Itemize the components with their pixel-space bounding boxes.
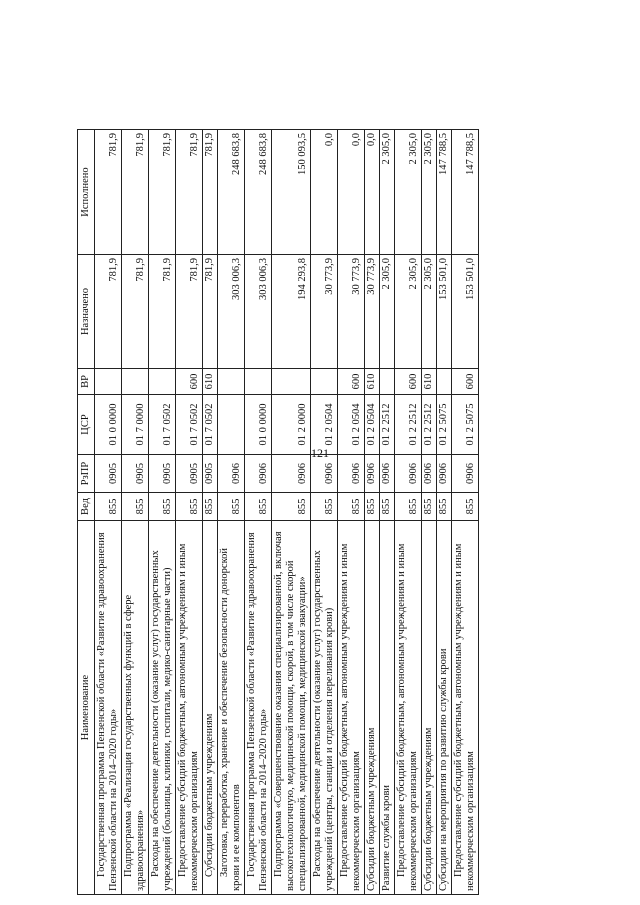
cell-vr — [95, 369, 122, 395]
cell-rzpr: 0906 — [218, 455, 245, 493]
cell-vr: 600 — [395, 369, 422, 395]
cell-name: Подпрограмма «Реализация государственных функций в сфере здравоохранения» — [122, 521, 149, 895]
table-row — [149, 130, 176, 895]
cell-csr: 01 2 0504 — [338, 395, 365, 455]
cell-assigned: 781,9 — [176, 255, 203, 369]
cell-name: Субсидии бюджетным учреждениям — [422, 521, 437, 895]
table-row — [122, 130, 149, 895]
cell-executed: 781,9 — [95, 130, 122, 255]
cell-name: Заготовка, переработка, хранение и обеспечение безопасности донорской крови и ее компонентов — [218, 521, 245, 895]
cell-rzpr: 0906 — [272, 455, 311, 493]
cell-csr: 01 2 5075 — [452, 395, 479, 455]
cell-name: Субсидии бюджетным учреждениям — [203, 521, 218, 895]
header-csr: ЦСР — [78, 395, 95, 455]
table-header-row — [78, 130, 95, 895]
cell-ved: 855 — [380, 493, 395, 521]
table-row — [245, 130, 272, 895]
cell-vr — [218, 369, 245, 395]
cell-ved: 855 — [365, 493, 380, 521]
cell-name: Подпрограмма «Совершенствование оказания специализированной, включая высокотехнологичную, медицинской помощи, скорой, в том числе скорой специализированной, медицинской помощи, медицинской эвакуации» — [272, 521, 311, 895]
cell-ved: 855 — [122, 493, 149, 521]
cell-assigned: 781,9 — [203, 255, 218, 369]
cell-name: Развитие службы крови — [380, 521, 395, 895]
cell-rzpr: 0906 — [365, 455, 380, 493]
cell-name: Государственная программа Пензенской области «Развитие здравоохранения Пензенской области на 2014–2020 годы» — [95, 521, 122, 895]
cell-rzpr: 0905 — [95, 455, 122, 493]
cell-rzpr: 0906 — [422, 455, 437, 493]
cell-ved: 855 — [422, 493, 437, 521]
cell-executed: 150 093,5 — [272, 130, 311, 255]
cell-assigned: 303 006,3 — [218, 255, 245, 369]
cell-csr: 01 7 0000 — [122, 395, 149, 455]
cell-vr — [245, 369, 272, 395]
cell-ved: 855 — [176, 493, 203, 521]
cell-rzpr: 0905 — [122, 455, 149, 493]
cell-vr — [272, 369, 311, 395]
cell-vr: 600 — [176, 369, 203, 395]
cell-executed: 781,9 — [176, 130, 203, 255]
cell-csr: 01 2 0504 — [365, 395, 380, 455]
cell-rzpr: 0905 — [149, 455, 176, 493]
cell-vr: 600 — [452, 369, 479, 395]
table-row — [395, 130, 422, 895]
table-row — [365, 130, 380, 895]
table-row — [422, 130, 437, 895]
rotated-table-container — [77, 130, 552, 895]
cell-assigned: 194 293,8 — [272, 255, 311, 369]
cell-vr — [122, 369, 149, 395]
cell-assigned: 2 305,0 — [380, 255, 395, 369]
cell-executed: 2 305,0 — [395, 130, 422, 255]
cell-csr: 01 7 0502 — [176, 395, 203, 455]
cell-vr: 610 — [365, 369, 380, 395]
table-row — [272, 130, 311, 895]
cell-vr — [437, 369, 452, 395]
cell-rzpr: 0905 — [176, 455, 203, 493]
cell-assigned: 2 305,0 — [395, 255, 422, 369]
cell-csr: 01 0 0000 — [95, 395, 122, 455]
cell-name: Государственная программа Пензенской области «Развитие здравоохранения Пензенской области на 2014–2020 годы» — [245, 521, 272, 895]
table-row — [95, 130, 122, 895]
cell-ved: 855 — [311, 493, 338, 521]
cell-rzpr: 0906 — [395, 455, 422, 493]
cell-name: Субсидии на мероприятия по развитию службы крови — [437, 521, 452, 895]
cell-executed: 147 788,5 — [452, 130, 479, 255]
cell-name: Расходы на обеспечение деятельности (оказание услуг) государственных учреждений (больницы, клиники, госпитали, медико-санитарные части) — [149, 521, 176, 895]
cell-vr: 600 — [338, 369, 365, 395]
cell-ved: 855 — [338, 493, 365, 521]
header-rzpr: РзПР — [78, 455, 95, 493]
cell-csr: 01 7 0502 — [149, 395, 176, 455]
cell-executed: 2 305,0 — [422, 130, 437, 255]
table-row — [437, 130, 452, 895]
cell-name: Предоставление субсидий бюджетным, автономным учреждениям и иным некоммерческим организациям — [452, 521, 479, 895]
cell-assigned: 2 305,0 — [422, 255, 437, 369]
cell-csr: 01 0 0000 — [245, 395, 272, 455]
table-row — [218, 130, 245, 895]
header-executed: Исполнено — [78, 130, 95, 255]
cell-rzpr: 0906 — [380, 455, 395, 493]
cell-csr: 01 2 2512 — [422, 395, 437, 455]
cell-rzpr: 0906 — [338, 455, 365, 493]
table-row — [311, 130, 338, 895]
cell-ved: 855 — [437, 493, 452, 521]
table-row — [203, 130, 218, 895]
cell-executed: 0,0 — [338, 130, 365, 255]
cell-executed: 147 788,5 — [437, 130, 452, 255]
cell-name: Предоставление субсидий бюджетным, автономным учреждениям и иным некоммерческим организациям — [395, 521, 422, 895]
header-ved: Вед — [78, 493, 95, 521]
cell-rzpr: 0906 — [452, 455, 479, 493]
cell-vr — [149, 369, 176, 395]
cell-ved: 855 — [218, 493, 245, 521]
cell-ved: 855 — [395, 493, 422, 521]
cell-csr: 01 7 0502 — [203, 395, 218, 455]
cell-assigned: 153 501,0 — [437, 255, 452, 369]
cell-rzpr: 0905 — [203, 455, 218, 493]
page-number: 121 — [311, 446, 329, 460]
budget-table — [77, 129, 479, 895]
cell-assigned: 781,9 — [122, 255, 149, 369]
cell-ved: 855 — [95, 493, 122, 521]
cell-vr — [311, 369, 338, 395]
header-vr: ВР — [78, 369, 95, 395]
cell-executed: 248 683,8 — [245, 130, 272, 255]
cell-executed: 2 305,0 — [380, 130, 395, 255]
cell-ved: 855 — [452, 493, 479, 521]
cell-csr: 01 2 5075 — [437, 395, 452, 455]
cell-executed: 248 683,8 — [218, 130, 245, 255]
cell-csr: 01 2 2512 — [395, 395, 422, 455]
cell-ved: 855 — [203, 493, 218, 521]
cell-executed: 781,9 — [149, 130, 176, 255]
cell-ved: 855 — [149, 493, 176, 521]
cell-name: Расходы на обеспечение деятельности (оказание услуг) государственных учреждений (центры, станции и отделения переливания крови) — [311, 521, 338, 895]
cell-assigned: 781,9 — [95, 255, 122, 369]
cell-rzpr: 0906 — [437, 455, 452, 493]
cell-rzpr: 0906 — [311, 455, 338, 493]
cell-executed: 0,0 — [365, 130, 380, 255]
cell-assigned: 30 773,9 — [338, 255, 365, 369]
cell-ved: 855 — [245, 493, 272, 521]
table-row — [338, 130, 365, 895]
table-row — [176, 130, 203, 895]
cell-executed: 0,0 — [311, 130, 338, 255]
cell-csr — [218, 395, 245, 455]
cell-ved: 855 — [272, 493, 311, 521]
cell-executed: 781,9 — [203, 130, 218, 255]
cell-name: Предоставление субсидий бюджетным, автономным учреждениям и иным некоммерческим организациям — [176, 521, 203, 895]
header-assigned: Назначено — [78, 255, 95, 369]
cell-csr: 01 2 0504 — [311, 395, 338, 455]
cell-assigned: 153 501,0 — [452, 255, 479, 369]
header-name: Наименование — [78, 521, 95, 895]
cell-name: Предоставление субсидий бюджетным, автономным учреждениям и иным некоммерческим организациям — [338, 521, 365, 895]
cell-csr: 01 2 0000 — [272, 395, 311, 455]
cell-assigned: 781,9 — [149, 255, 176, 369]
cell-vr — [380, 369, 395, 395]
cell-vr: 610 — [203, 369, 218, 395]
cell-assigned: 30 773,9 — [365, 255, 380, 369]
cell-assigned: 303 006,3 — [245, 255, 272, 369]
cell-assigned: 30 773,9 — [311, 255, 338, 369]
table-body — [95, 130, 479, 895]
cell-vr: 610 — [422, 369, 437, 395]
cell-rzpr: 0906 — [245, 455, 272, 493]
table-row — [452, 130, 479, 895]
cell-csr: 01 2 2512 — [380, 395, 395, 455]
cell-name: Субсидии бюджетным учреждениям — [365, 521, 380, 895]
cell-executed: 781,9 — [122, 130, 149, 255]
table-row — [380, 130, 395, 895]
